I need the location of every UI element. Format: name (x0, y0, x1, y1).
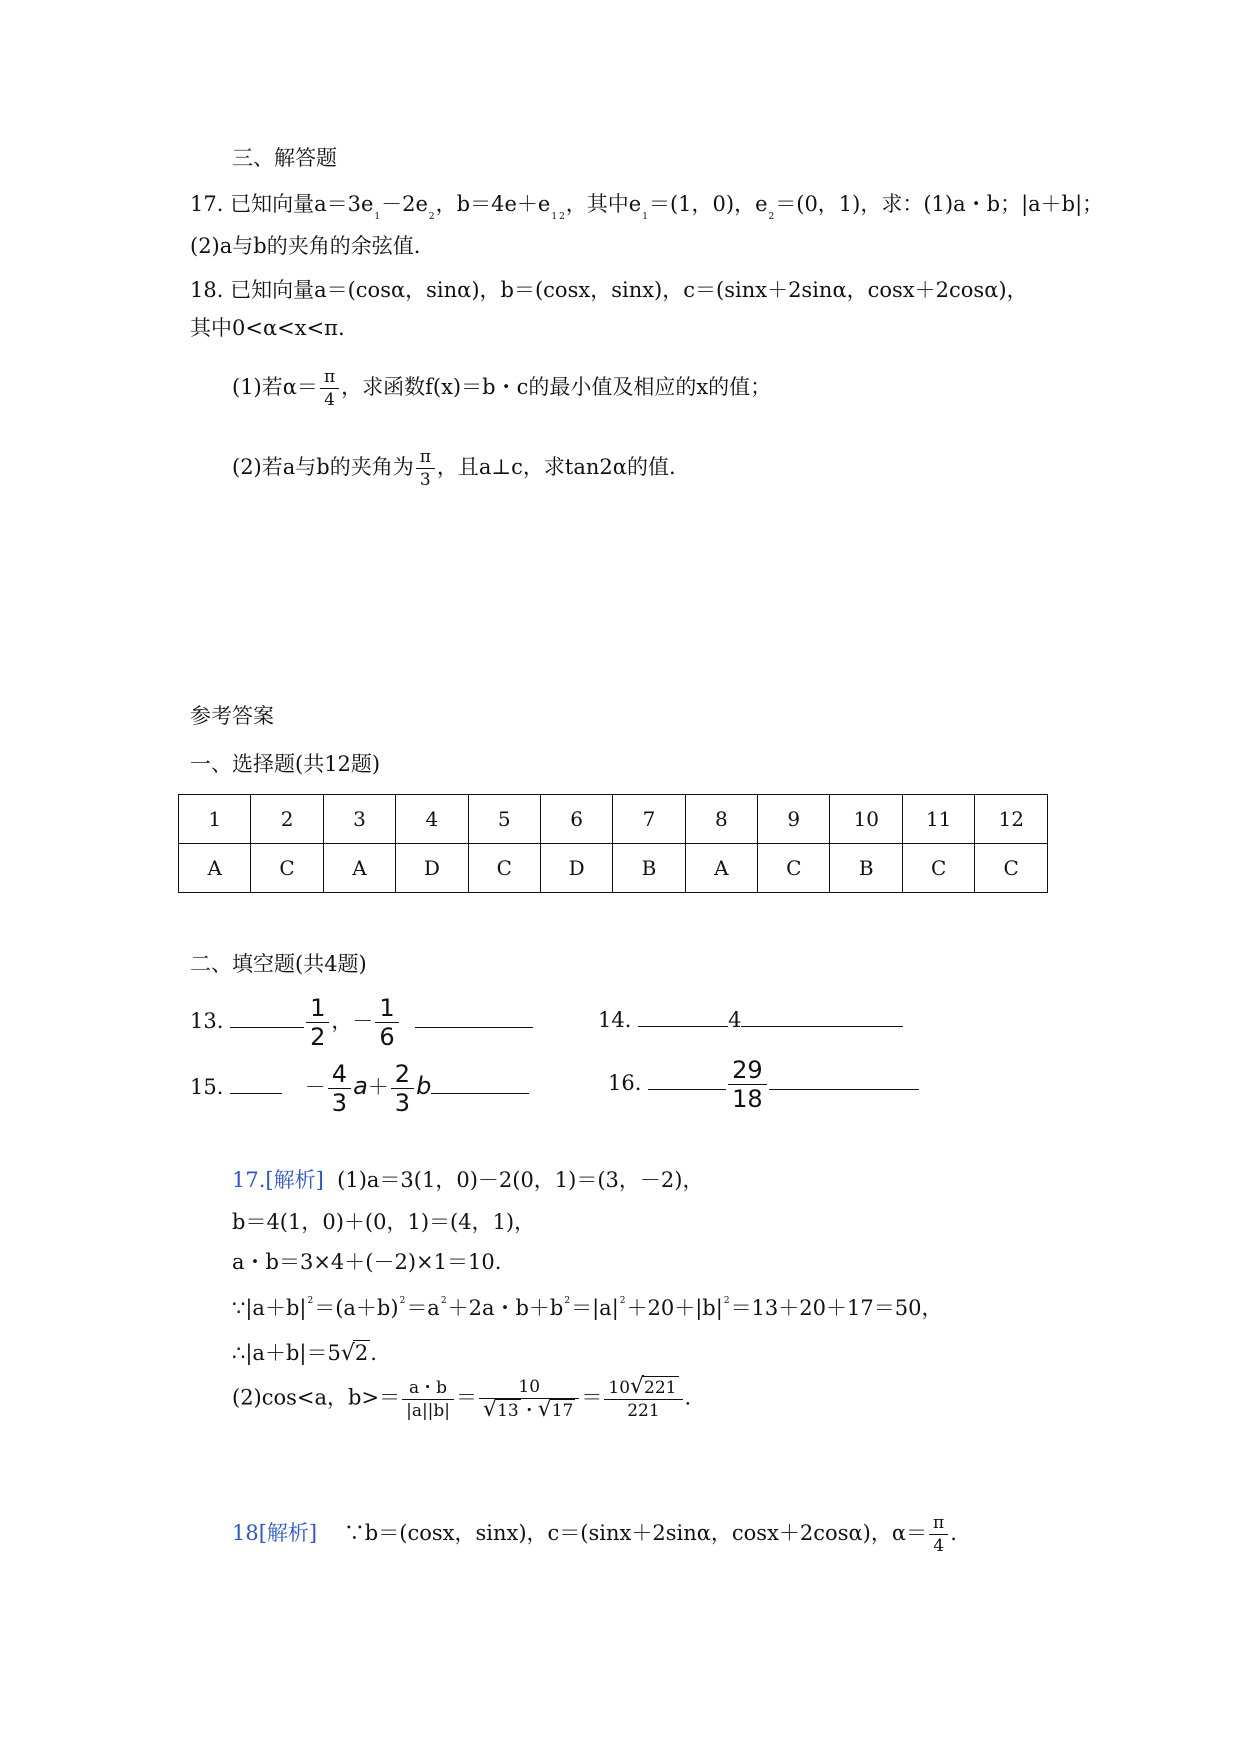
solution-17-line3: a・b＝3×4＋(－2)×1＝10. (232, 1250, 502, 1274)
fill-answer-16: 16. $\frac{29}{18}$ (608, 1056, 919, 1116)
solution-tag: 18[解析] (232, 1521, 318, 1545)
fill-title: 二、填空题(共4题) (190, 952, 367, 976)
fill-answer-14: 14. 4 (598, 1004, 903, 1033)
solution-17-line2: b＝4(1，0)＋(0，1)＝(4，1)， (232, 1210, 536, 1234)
table-cell: 6 (540, 795, 612, 844)
table-cell: 8 (685, 795, 757, 844)
table-cell: B (830, 844, 902, 893)
question-18-line2: 其中0<α<x<π. (190, 316, 345, 340)
table-cell: 7 (613, 795, 685, 844)
table-row-answers (179, 844, 1048, 893)
table-cell: A (323, 844, 395, 893)
table-cell: D (396, 844, 468, 893)
table-cell: C (975, 844, 1048, 893)
table-cell: 2 (251, 795, 323, 844)
fill-answer-15: 15. － $\frac{4}{3}$ a＋ $\frac{2}{3}$ b (190, 1060, 529, 1120)
table-cell: C (251, 844, 323, 893)
table-cell: 1 (179, 795, 251, 844)
fraction: $\frac{a・b}{|a||b|}$ (402, 1377, 454, 1422)
fraction: $\frac{\pi}{3}$ (416, 446, 435, 491)
table-cell: 5 (468, 795, 540, 844)
fraction: $\frac{\pi}{4}$ (929, 1512, 948, 1557)
question-17-line1: 17. 已知向量$a=3e_1-2e_2$，$b=4e+e_1$ $_2$，其中$e_1=(1$，0)，$e_2=(0$，1)，求：(1)a・b；|a＋b|； (190, 192, 1104, 222)
fraction: $\frac{10√221}{221}$ (604, 1376, 682, 1422)
question-18-line1: 18. 已知向量a＝(cosα，sinα)，b＝(cosx，sinx)，c＝(sinx＋2sinα，cosx＋2cosα)， (190, 278, 1028, 302)
table-cell: 4 (396, 795, 468, 844)
table-cell: A (685, 844, 757, 893)
fraction: $\frac{\pi}{4}$ (320, 366, 339, 411)
table-cell: C (902, 844, 974, 893)
solution-17-line5: ∴|a＋b|＝5√2. (232, 1341, 377, 1366)
table-cell: B (613, 844, 685, 893)
solution-17-line4: $\because|a+b|^2=(a+b)^2=a^2+2a$・$b+b^2=|a|^2+20+|b|^2=13+20+17=50$， (232, 1296, 943, 1320)
solution-17-line1: 17.[解析] (1)a＝3(1，0)－2(0，1)＝(3，－2)， (232, 1168, 704, 1192)
solution-18-line1: 18[解析] ∵b＝(cosx，sinx)，c＝(sinx＋2sinα，cosx＋2cosα)，α＝ $\frac{\pi}{4}$ . (232, 1513, 957, 1556)
table-cell: C (468, 844, 540, 893)
question-18-part1: (1)若α＝ $\frac{\pi}{4}$ ，求函数f(x)＝b・c的最小值及相应的x的值； (232, 367, 772, 410)
table-cell: 3 (323, 795, 395, 844)
table-cell: 11 (902, 795, 974, 844)
table-cell: A (179, 844, 251, 893)
table-cell: C (758, 844, 830, 893)
fraction: $\frac{10}{√13 ・√17}$ (479, 1376, 579, 1422)
table-cell: 9 (758, 795, 830, 844)
mc-answer-table (178, 794, 1048, 893)
solution-17-line6: (2)cos<a，b>＝ $\frac{a・b}{|a||b|}$ ＝ $\frac{10}{√13 ・√17}$ ＝ $\frac{10√221}{221}$ . (232, 1374, 692, 1422)
question-18-part2: (2)若a与b的夹角为 $\frac{\pi}{3}$ ，且a⊥c，求tan2α的值. (232, 447, 676, 490)
table-cell: 10 (830, 795, 902, 844)
question-17-line2: (2)a与b的夹角的余弦值. (190, 234, 421, 258)
table-row-numbers (179, 795, 1048, 844)
section-title: 三、解答题 (232, 146, 337, 170)
mc-title: 一、选择题(共12题) (190, 752, 381, 776)
table-cell: D (540, 844, 612, 893)
answers-title: 参考答案 (190, 704, 274, 728)
table-cell: 12 (975, 795, 1048, 844)
solution-tag: 17.[解析] (232, 1168, 324, 1192)
fill-answer-13: 13. $\frac{1}{2}$ ，－ $\frac{1}{6}$ (190, 994, 533, 1054)
